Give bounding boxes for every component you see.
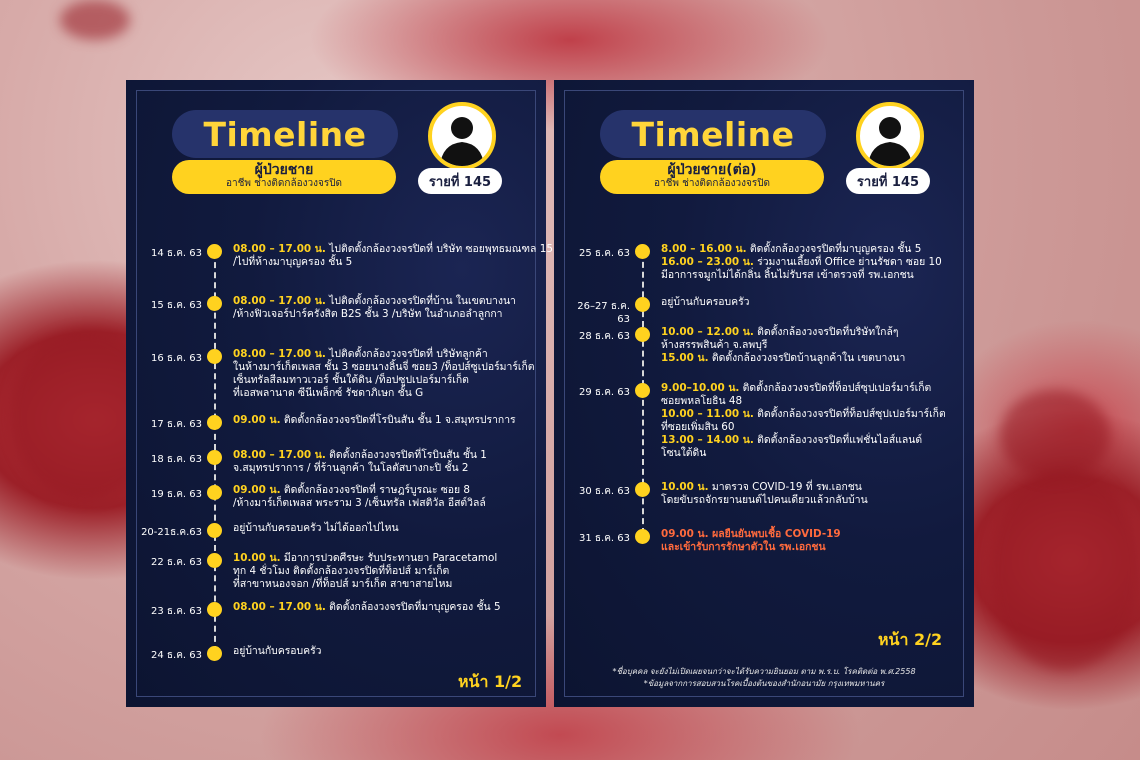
entry-details <box>661 243 966 282</box>
entry-text: ซอยพหลโยธิน 48 <box>661 395 743 407</box>
entry-line <box>233 522 538 535</box>
timeline-dot <box>635 482 650 497</box>
entry-time: 08.00 – 17.00 น. <box>233 243 326 255</box>
entry-line <box>233 645 538 658</box>
footnote-consent: *ชื่อบุคคล จะยังไม่เปิดเผยจนกว่าจะได้รับความยินยอม ตาม พ.ร.บ. โรคติดต่อ พ.ศ.2558 <box>612 667 916 676</box>
entry-time: 09.00 น. <box>233 484 281 496</box>
entry-line <box>233 243 553 256</box>
timeline-dot <box>635 383 650 398</box>
entry-date: 16 ธ.ค. 63 <box>151 353 202 364</box>
entry-details <box>233 601 538 614</box>
background-splotch <box>990 470 1140 670</box>
entry-line <box>233 361 538 374</box>
entry-date: 18 ธ.ค. 63 <box>151 454 202 465</box>
entry-line <box>233 601 538 614</box>
entry-text: ติดตั้งกล้องวงจรปิดที่ท็อปส์ซุปเปอร์มาร์เก็ต <box>753 408 946 420</box>
entry-date: 26–27 ธ.ค. 63 <box>577 301 630 325</box>
entry-line <box>233 308 538 321</box>
entry-time: 10.00 – 11.00 น. <box>661 408 754 420</box>
entry-details <box>661 528 966 554</box>
entry-text: ติดตั้งกล้องวงจรปิดที่มาบุญครอง ชั้น 5 <box>325 601 501 613</box>
entry-details <box>233 348 538 400</box>
timeline-title: Timeline <box>172 110 398 158</box>
person-silhouette-icon <box>428 102 496 170</box>
entry-time: 08.00 – 17.00 น. <box>233 601 326 613</box>
entry-line <box>233 387 538 400</box>
entry-text: มาตรวจ COVID-19 ที่ รพ.เอกชน <box>708 481 862 493</box>
entry-text: /ไปที่ห้างมาบุญครอง ชั้น 5 <box>233 256 353 268</box>
entry-text: ผลยืนยันพบเชื้อ COVID-19 <box>708 528 841 540</box>
entry-date: 24 ธ.ค. 63 <box>151 650 202 661</box>
entry-date: 30 ธ.ค. 63 <box>579 486 630 497</box>
entry-details <box>233 645 538 658</box>
entry-line <box>233 578 538 591</box>
entry-text: ที่เอสพลานาด ซีนีเพล็กซ์ รัชดาภิเษก ชั้น G <box>233 387 424 399</box>
timeline-dot <box>207 485 222 500</box>
entry-time: 09.00 น. <box>233 414 281 426</box>
entry-text: โซนใต้ดิน <box>661 447 707 459</box>
entry-text: ในห้างมาร์เก็ตเพลส ชั้น 3 ซอยนางลิ้นจี่ ซอย3 /ท็อปส์ซูเปอร์มาร์เก็ต <box>233 361 535 373</box>
entry-line <box>661 421 966 434</box>
entry-time: 08.00 – 17.00 น. <box>233 449 326 461</box>
entry-text: ติดตั้งกล้องวงจรปิดที่มาบุญครอง ชั้น 5 <box>746 243 922 255</box>
timeline-dot <box>635 327 650 342</box>
entry-line <box>233 552 538 565</box>
entry-line <box>661 447 966 460</box>
entry-text: อยู่บ้านกับครอบครัว <box>661 296 750 308</box>
entry-text: ติดตั้งกล้องวงจรปิดที่โรบินสัน ชั้น 1 จ.สมุทรปราการ <box>280 414 516 426</box>
entry-text: อยู่บ้านกับครอบครัว ไม่ได้ออกไปไหน <box>233 522 399 534</box>
entry-text: ทุก 4 ชั่วโมง ติดตั้งกล้องวงจรปิดที่ท็อปส์ มาร์เก็ต <box>233 565 450 577</box>
entry-time: 15.00 น. <box>661 352 709 364</box>
entry-line <box>661 382 966 395</box>
entry-time: 13.00 – 14.00 น. <box>661 434 754 446</box>
timeline-dot <box>635 297 650 312</box>
patient-subtitle: ผู้ป่วยชาย(ต่อ) <box>667 162 757 178</box>
entry-line <box>661 481 966 494</box>
entry-details <box>233 484 538 510</box>
timeline-dot <box>207 296 222 311</box>
case-number-badge: รายที่ 145 <box>846 168 930 194</box>
entry-line <box>661 434 966 447</box>
entry-line <box>233 414 538 427</box>
page-number: หน้า 1/2 <box>458 672 523 691</box>
entry-text: มีอาการจมูกไม่ได้กลิ่น ลิ้นไม่รับรส เข้าตรวจที่ รพ.เอกชน <box>661 269 914 281</box>
timeline-dot <box>207 349 222 364</box>
entry-line <box>661 408 966 421</box>
entry-date: 17 ธ.ค. 63 <box>151 419 202 430</box>
patient-subtitle-pill <box>172 160 396 194</box>
entry-line <box>661 339 966 352</box>
entry-date: 31 ธ.ค. 63 <box>579 533 630 544</box>
timeline-dot <box>207 553 222 568</box>
entry-text: /ห้างมาร์เก็ตเพลส พระราม 3 /เซ็นทรัล เฟสติวัล อีสต์วิลล์ <box>233 497 486 509</box>
entry-details <box>233 522 538 535</box>
entry-line <box>233 484 538 497</box>
entry-time: 10.00 – 12.00 น. <box>661 326 754 338</box>
entry-line <box>661 326 966 339</box>
entry-line <box>661 541 966 554</box>
entry-line <box>661 395 966 408</box>
timeline-title: Timeline <box>600 110 826 158</box>
entry-date: 29 ธ.ค. 63 <box>579 387 630 398</box>
entry-details <box>661 382 966 460</box>
entry-text: ติดตั้งกล้องวงจรปิดที่บริษัทใกล้ๆ <box>753 326 899 338</box>
entry-date: 19 ธ.ค. 63 <box>151 489 202 500</box>
entry-text: โดยขับรถจักรยานยนต์ไปคนเดียวแล้วกลับบ้าน <box>661 494 868 506</box>
entry-time: 8.00 – 16.00 น. <box>661 243 747 255</box>
entry-line <box>661 494 966 507</box>
patient-occupation: อาชีพ ช่างติดกล้องวงจรปิด <box>225 178 343 189</box>
entry-text: อยู่บ้านกับครอบครัว <box>233 645 322 657</box>
entry-line <box>233 462 538 475</box>
entry-date: 25 ธ.ค. 63 <box>579 248 630 259</box>
entry-line <box>233 256 538 269</box>
entry-time: 10.00 น. <box>233 552 281 564</box>
entry-text: ติดตั้งกล้องวงจรปิดที่โรบินสัน ชั้น 1 <box>325 449 487 461</box>
person-silhouette-icon <box>856 102 924 170</box>
entry-text: มีอาการปวดศีรษะ รับประทานยา Paracetamol <box>280 552 498 564</box>
patient-occupation: อาชีพ ช่างติดกล้องวงจรปิด <box>653 178 771 189</box>
timeline-card-page-1 <box>126 80 553 707</box>
entry-line <box>661 256 966 269</box>
entry-text: จ.สมุทรปราการ / ที่ร้านลูกค้า ในโลตัสบางกะปิ ชั้น 2 <box>233 462 469 474</box>
entry-line <box>233 295 538 308</box>
entry-text: ไปติดตั้งกล้องวงจรปิดที่บ้าน ในเขตบางนา <box>325 295 516 307</box>
case-number-badge: รายที่ 145 <box>418 168 502 194</box>
entry-line <box>661 528 966 541</box>
entry-date: 23 ธ.ค. 63 <box>151 606 202 617</box>
entry-time: 09.00 น. <box>661 528 709 540</box>
entry-text: และเข้ารับการรักษาตัวใน รพ.เอกชน <box>661 541 826 553</box>
entry-line <box>661 296 966 309</box>
footnote-source: *ข้อมูลจากการสอบสวนโรคเบื้องต้นของสำนักอนามัย กรุงเทพมหานคร <box>643 679 885 688</box>
entry-time: 9.00–10.00 น. <box>661 382 740 394</box>
entry-text: ติดตั้งกล้องวงจรปิดที่ ราษฎร์บูรณะ ซอย 8 <box>280 484 471 496</box>
entry-time: 10.00 น. <box>661 481 709 493</box>
timeline-dot <box>207 415 222 430</box>
entry-text: ติดตั้งกล้องวงจรปิดที่แฟชั่นไอส์แลนด์ <box>753 434 923 446</box>
entry-date: 14 ธ.ค. 63 <box>151 248 202 259</box>
entry-text: ไปติดตั้งกล้องวงจรปิดที่ บริษัทลูกค้า <box>325 348 488 360</box>
entry-details <box>661 296 966 309</box>
entry-text: ห้างสรรพสินค้า จ.ลพบุรี <box>661 339 768 351</box>
entry-line <box>233 497 538 510</box>
entry-date: 22 ธ.ค. 63 <box>151 557 202 568</box>
entry-details <box>233 243 553 269</box>
entry-text: ติดตั้งกล้องวงจรปิดบ้านลูกค้าใน เขตบางนา <box>708 352 906 364</box>
entry-line <box>661 269 966 282</box>
entry-time: 08.00 – 17.00 น. <box>233 295 326 307</box>
entry-text: ไปติดตั้งกล้องวงจรปิดที่ บริษัท ซอยพุทธมณฑล 15 <box>325 243 553 255</box>
timeline-dot <box>207 450 222 465</box>
entry-text: เซ็นทรัลสีลมทาวเวอร์ ชั้นใต้ดิน /ท็อปซูปเปอร์มาร์เก็ต <box>233 374 469 386</box>
patient-subtitle: ผู้ป่วยชาย <box>254 162 314 178</box>
timeline-card-page-2 <box>554 80 974 707</box>
entry-details <box>233 552 538 591</box>
entry-details <box>661 481 966 507</box>
timeline-dot <box>207 646 222 661</box>
entry-text: ร่วมงานเลี้ยงที่ Office ย่านรัชดา ซอย 10 <box>753 256 942 268</box>
entry-details <box>233 295 538 321</box>
entry-text: /ห้างฟิวเจอร์ปาร์ครังสิต B2S ชั้น 3 /บริษัท ในอำเภอลำลูกกา <box>233 308 503 320</box>
timeline-dot <box>635 529 650 544</box>
page-number: หน้า 2/2 <box>878 630 943 649</box>
entry-text: ที่สาขาหนองจอก /ที่ท็อปส์ มาร์เก็ต สาขาสายไหม <box>233 578 453 590</box>
entry-line <box>233 449 538 462</box>
timeline-dot <box>635 244 650 259</box>
entry-line <box>233 348 538 361</box>
background-splotch <box>60 0 130 40</box>
entry-line <box>661 352 966 365</box>
entry-line <box>661 243 966 256</box>
entry-date: 28 ธ.ค. 63 <box>579 331 630 342</box>
entry-time: 16.00 – 23.00 น. <box>661 256 754 268</box>
timeline-dot <box>207 244 222 259</box>
entry-text: ที่ซอยเพิ่มสิน 60 <box>661 421 735 433</box>
entry-date: 15 ธ.ค. 63 <box>151 300 202 311</box>
patient-subtitle-pill <box>600 160 824 194</box>
entry-line <box>233 565 538 578</box>
background-splotch <box>1000 390 1110 480</box>
timeline-dot <box>207 523 222 538</box>
entry-details <box>233 414 538 427</box>
timeline-dot <box>207 602 222 617</box>
entry-details <box>661 326 966 365</box>
entry-date: 20-21ธ.ค.63 <box>141 527 202 538</box>
entry-time: 08.00 – 17.00 น. <box>233 348 326 360</box>
entry-text: ติดตั้งกล้องวงจรปิดที่ท็อปส์ซุปเปอร์มาร์เก็ต <box>739 382 932 394</box>
entry-line <box>233 374 538 387</box>
entry-details <box>233 449 538 475</box>
